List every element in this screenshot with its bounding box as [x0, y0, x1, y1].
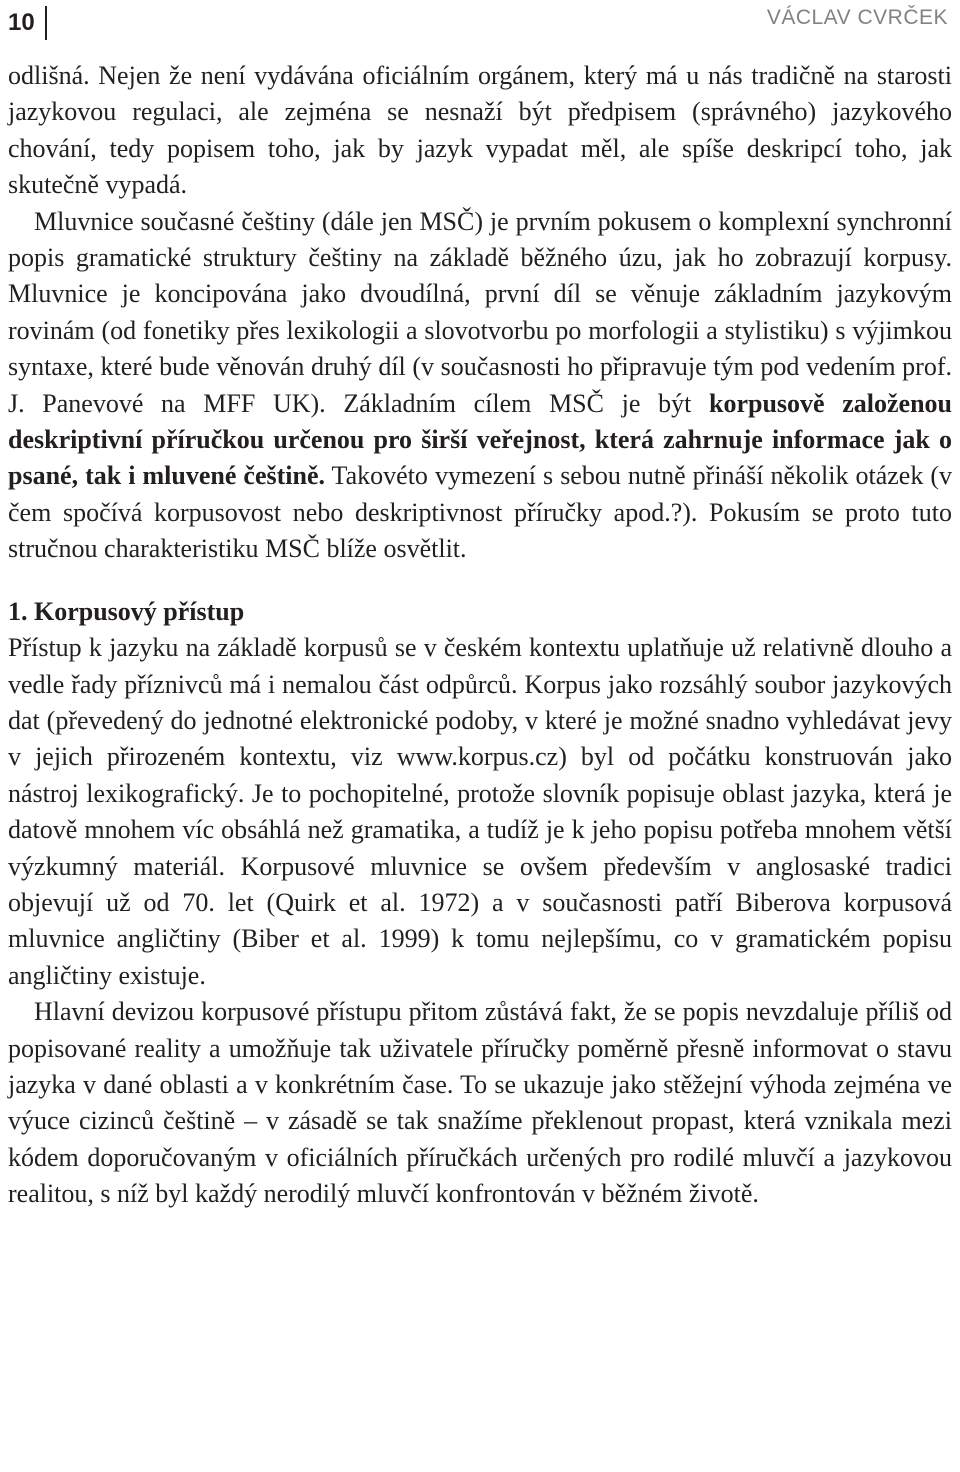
paragraph-continuation: odlišná. Nejen že není vydávána oficiálním orgánem, který má u nás tradičně na starosti jazykovou regulaci, ale zejména se nesnaží být předpisem (správného) jazykového chování, tedy popisem toho, jak by jazyk vypadat měl, ale spíše deskripcí toho, jak skutečně vypadá.: [8, 61, 952, 200]
section-heading: 1. Korpusový přístup: [8, 596, 245, 626]
section-paragraph: Hlavní devizou korpusové přístupu přitom zůstává fakt, že se popis nevzdaluje příliš od popisované reality a umožňuje tak uživatele příručky poměrně přesně informovat o stavu jazyka v dané oblasti a v konkrétním čase. To se ukazuje jako stěžejní výhoda zejména ve výuce cizinců češtině – v zásadě se tak snažíme překlenout propast, která vznikala mezi kódem doporučovaným v oficiálních příručkách určených pro rodilé mluvčí a jazykovou realitou, s níž byl každý nerodilý mluvčí konfrontován v běžném životě.: [8, 997, 952, 1209]
paragraph-text: Mluvnice současné češtiny (dále jen MSČ) je prvním pokusem o komplexní synchronní popis gramatické struktury češtiny na základě běžného úzu, jak ho zobrazují korpusy. Mluvnice je koncipována jako dvoudílná, první díl se věnuje základním jazykovým rovinám (od fonetiky přes lexikologii a slovotvorbu po morfologii a stylistiku) s výjimkou syntaxe, které bude věnován druhý díl (v současnosti ho připravuje tým pod vedením prof. J. Panevové na MFF UK). Základním cílem MSČ je být: [8, 206, 952, 418]
emphasized-text: korpusově založenou deskriptivní příručkou určenou pro širší veřejnost, která zahrnuje informace jak o psané, tak i mluvené češtině.: [8, 388, 952, 491]
paragraph-msc-intro: [8, 204, 952, 568]
page-body: [8, 58, 952, 1213]
running-head: VÁCLAV CVRČEK: [766, 6, 948, 29]
paragraph-text: Takovéto vymezení s sebou nutně přináší několik otázek (v čem spočívá korpusovost nebo deskriptivnost příručky apod.?). Pokusím se proto tuto stručnou charakteristiku MSČ blíže osvětlit.: [8, 461, 952, 564]
section-paragraph: Přístup k jazyku na základě korpusů se v českém kontextu uplatňuje už relativně dlouho a vedle řady příznivců má i nemalou část odpůrců. Korpus jako rozsáhlý soubor jazykových dat (převedený do jednotné elektronické podoby, v které je možné snadno vyhledávat jevy v jejich přirozeném kontextu, viz www.korpus.cz) byl od počátku konstruován jako nástroj lexikografický. Je to pochopitelné, protože slovník popisuje oblast jazyka, která je datově mnohem víc obsáhlá než gramatika, a tudíž je k jeho popisu potřeba mnohem větší výzkumný materiál. Korpusové mluvnice se ovšem především v anglosaské tradici objevují už od 70. let (Quirk et al. 1972) a v současnosti patří Biberova korpusová mluvnice angličtiny (Biber et al. 1999) k tomu nejlepšímu, co v gramatickém popisu angličtiny existuje.: [8, 633, 952, 990]
page-number: 10: [8, 6, 47, 40]
